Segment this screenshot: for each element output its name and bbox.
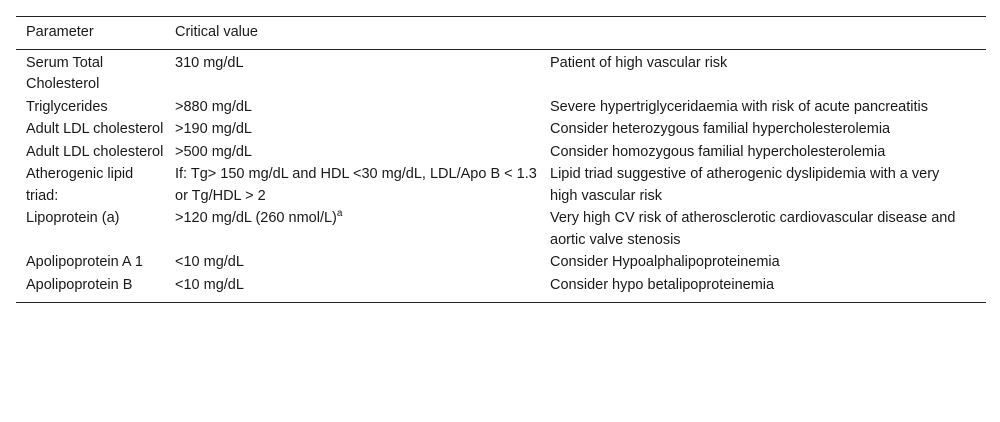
cell-value-text: >120 mg/dL (260 nmol/L) (175, 210, 337, 226)
critical-values-table-container (16, 16, 986, 303)
table-row (16, 97, 986, 120)
footnote-marker: a (336, 208, 343, 220)
cell-value: 310 mg/dL (175, 54, 244, 71)
cell-parameter: Atherogenic lipid triad: (26, 166, 134, 204)
cell-note: Severe hypertriglyceridaemia with risk of acute pancreatitis (550, 98, 928, 115)
table-row (16, 208, 986, 252)
cell-value (165, 208, 540, 252)
cell-parameter: Apolipoprotein B (26, 276, 133, 293)
critical-values-table (16, 16, 986, 303)
cell-note: Consider hypo betalipoproteinemia (550, 276, 775, 293)
cell-note: Consider homozygous familial hypercholesterolemia (550, 143, 886, 160)
cell-value: <10 mg/dL (175, 254, 244, 270)
table-row (16, 252, 986, 275)
table-body (16, 49, 986, 303)
cell-parameter: Serum Total Cholesterol (26, 54, 104, 92)
table-header (16, 17, 986, 50)
cell-note: Patient of high vascular risk (550, 54, 728, 71)
cell-note: Very high CV risk of atherosclerotic cardiovascular disease and aortic valve stenosis (550, 210, 956, 248)
cell-parameter: Apolipoprotein A 1 (26, 254, 143, 270)
table-row (16, 142, 986, 165)
table-row (16, 119, 986, 142)
cell-value: >190 mg/dL (175, 121, 252, 137)
cell-value: If: Tg> 150 mg/dL and HDL <30 mg/dL, LDL/Apo B < 1.3 or Tg/HDL > 2 (175, 166, 537, 204)
table-row (16, 275, 986, 303)
header-parameter: Parameter (26, 24, 94, 40)
cell-value: >880 mg/dL (175, 98, 252, 115)
cell-parameter: Adult LDL cholesterol (26, 143, 164, 160)
header-row (16, 17, 986, 50)
table-row (16, 49, 986, 97)
cell-value: <10 mg/dL (175, 276, 244, 293)
cell-note: Consider heterozygous familial hypercholesterolemia (550, 121, 891, 137)
cell-parameter: Triglycerides (26, 98, 108, 115)
cell-note: Lipid triad suggestive of atherogenic dyslipidemia with a very high vascular risk (550, 166, 940, 204)
cell-value: >500 mg/dL (175, 143, 252, 160)
cell-note: Consider Hypoalphalipoproteinemia (550, 254, 780, 270)
cell-parameter: Lipoprotein (a) (26, 210, 120, 226)
cell-parameter: Adult LDL cholesterol (26, 121, 164, 137)
table-row (16, 164, 986, 208)
header-note (540, 17, 986, 50)
header-critical-value: Critical value (175, 24, 258, 40)
